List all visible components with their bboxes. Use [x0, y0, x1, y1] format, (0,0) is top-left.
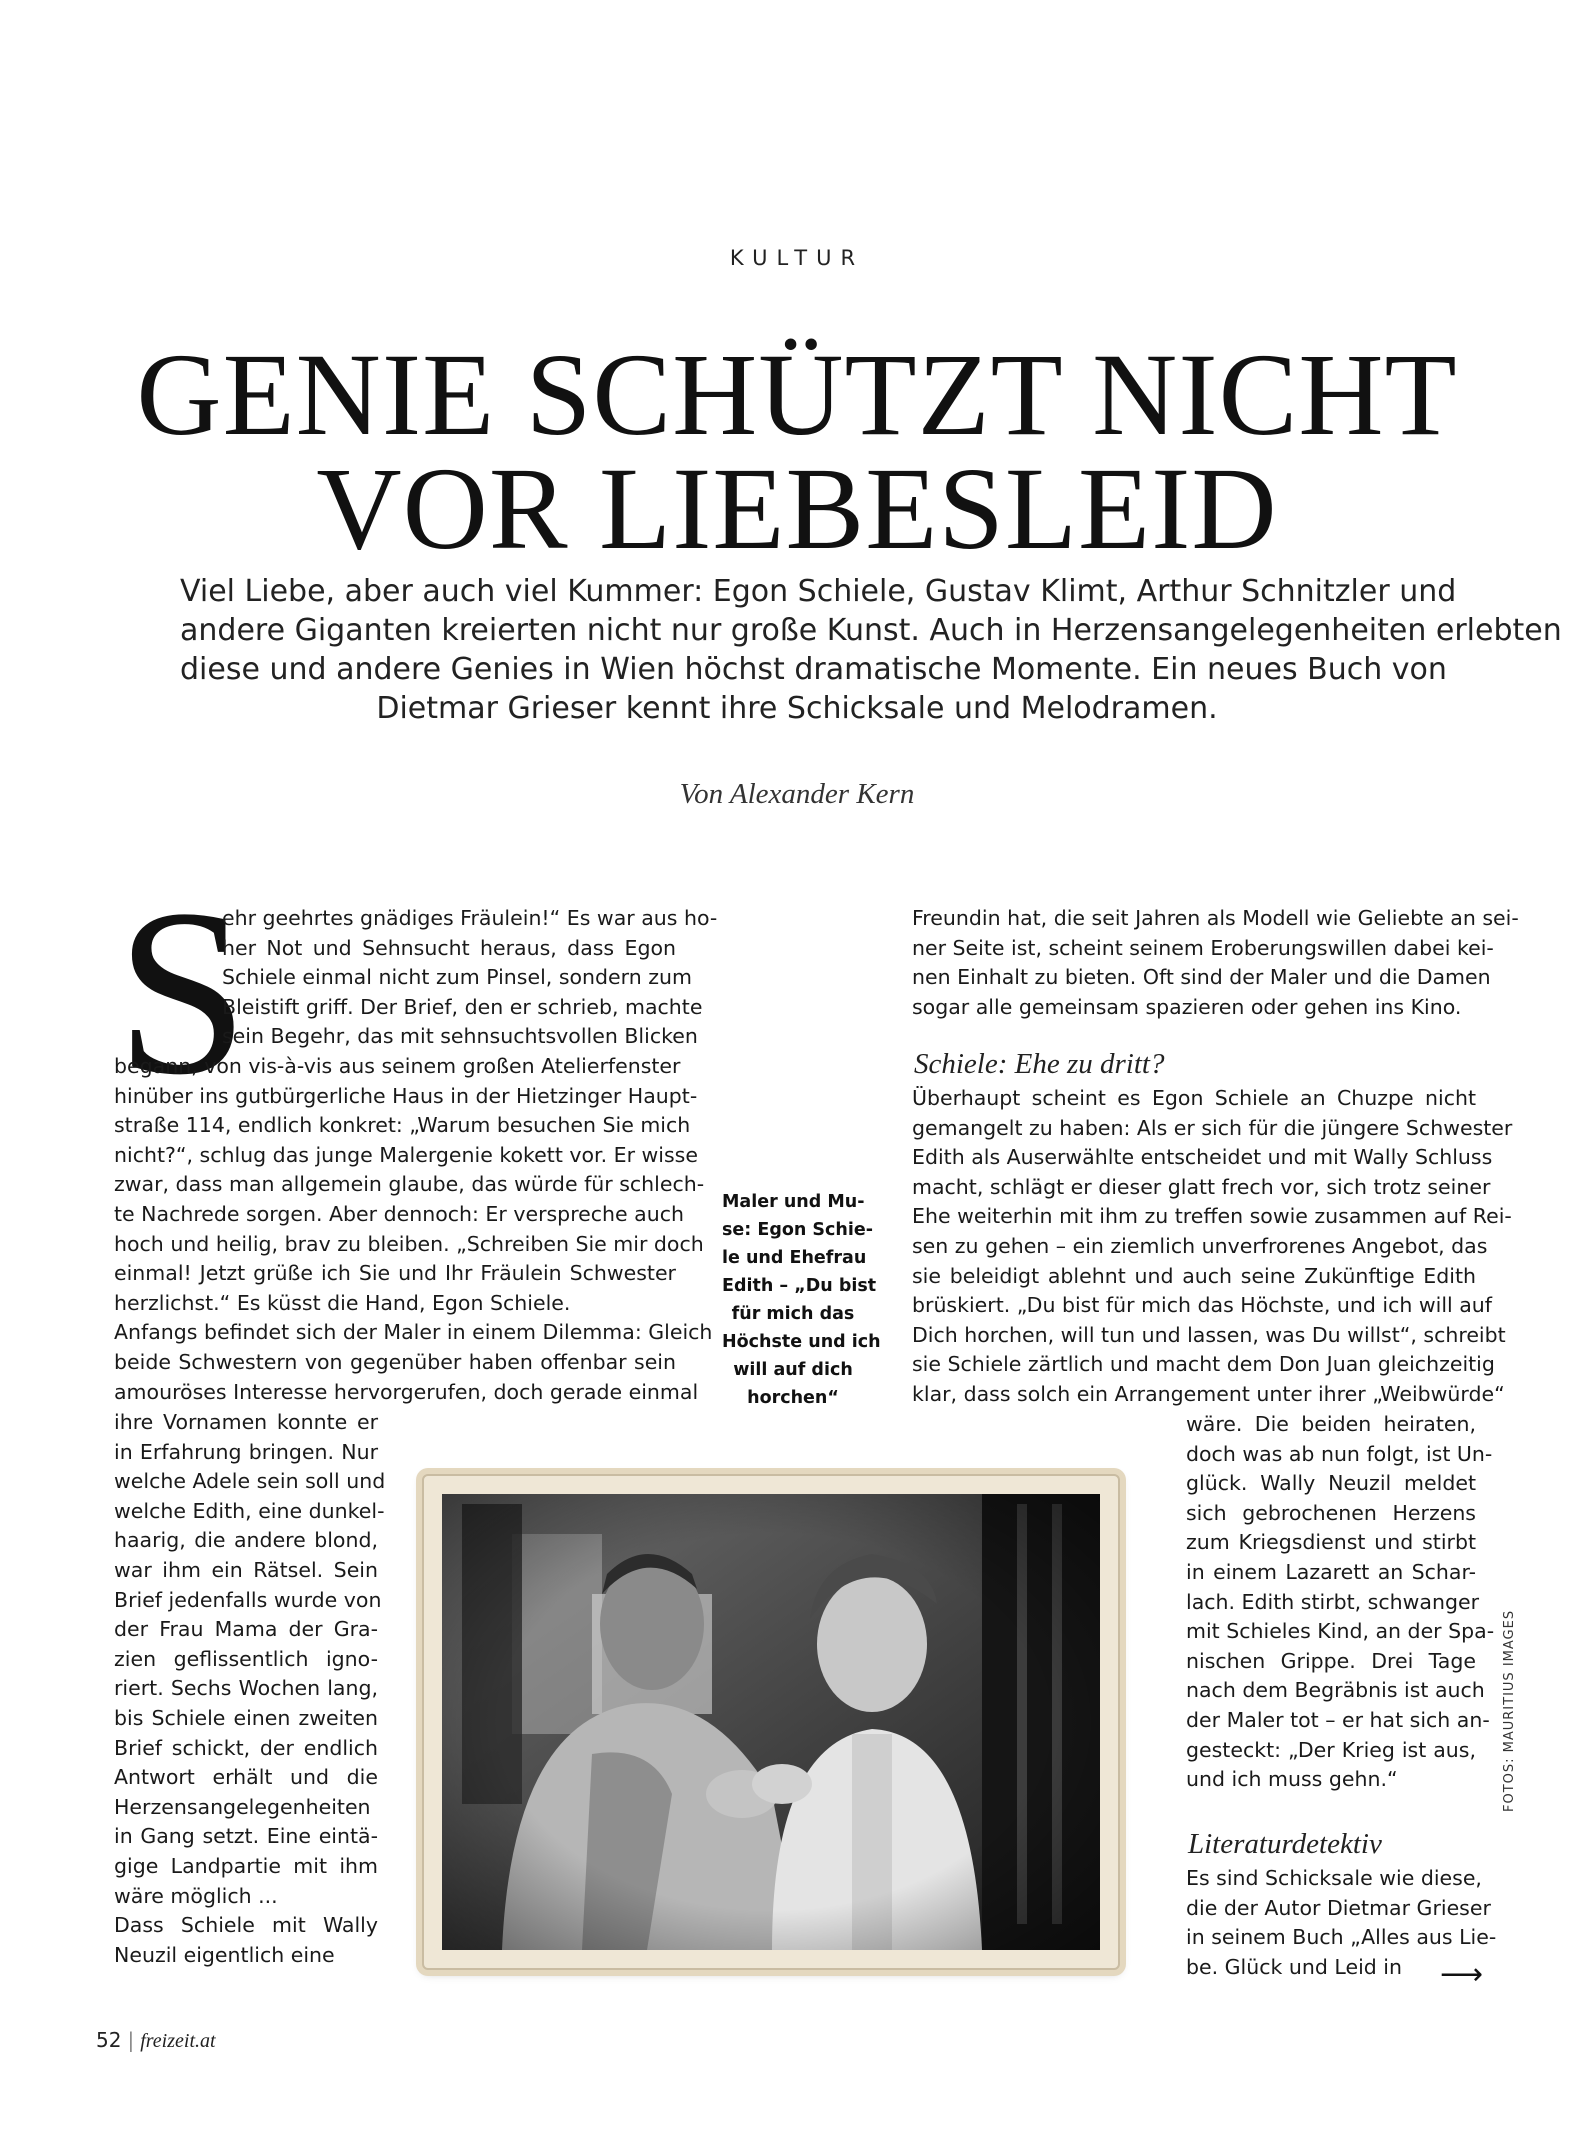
- text-line: nach dem Begräbnis ist auch: [1186, 1678, 1485, 1703]
- text-line: ehr geehrtes gnädiges Fräulein!“ Es war aus ho-: [222, 906, 718, 930]
- text-line: doch was ab nun folgt, ist Un-: [1186, 1441, 1493, 1466]
- text-line: glück. Wally Neuzil meldet: [1186, 1471, 1476, 1496]
- text-line: Herzensangelegenheiten: [114, 1794, 371, 1819]
- byline: Von Alexander Kern: [679, 778, 915, 810]
- text-line: Brief schickt, der endlich: [114, 1735, 378, 1760]
- text-line: Dich horchen, will tun und lassen, was Du willst“, schreibt: [912, 1322, 1506, 1347]
- headline: [0, 329, 1594, 574]
- text-line: herzlichst.“ Es küsst die Hand, Egon Schiele.: [114, 1290, 571, 1315]
- text-line: Antwort erhält und die: [114, 1765, 378, 1790]
- text-line: Neuzil eigentlich eine: [114, 1942, 335, 1967]
- vintage-photo: [422, 1474, 1120, 1970]
- photo-couple-image: [442, 1494, 1100, 1950]
- text-line: sie beleidigt ablehnt und auch seine Zukünftige Edith: [912, 1263, 1476, 1288]
- teaser-line: diese und andere Genies in Wien höchst dramatische Momente. Ein neues Buch von: [180, 652, 1447, 687]
- text-line: gige Landpartie mit ihm: [114, 1853, 378, 1878]
- text-line: klar, dass solch ein Arrangement unter ihrer „Weibwürde“: [912, 1381, 1505, 1406]
- text-line: ihre Vornamen konnte er: [114, 1410, 378, 1434]
- photo-caption: [722, 1188, 881, 1412]
- headline-line: GENIE SCHÜTZT NICHT: [136, 329, 1458, 460]
- column-2-middle: [912, 1084, 1513, 1410]
- caption-line: Edith – „Du bist: [722, 1276, 877, 1296]
- text-line: zwar, dass man allgemein glaube, das würde für schlech-: [114, 1172, 705, 1197]
- text-line: amouröses Interesse hervorgerufen, doch gerade einmal: [114, 1379, 699, 1404]
- text-line: nicht?“, schlug das junge Malergenie kokett vor. Er wisse: [114, 1142, 698, 1167]
- text-line: gemangelt zu haben: Als er sich für die jüngere Schwester: [912, 1115, 1513, 1140]
- text-line: sogar alle gemeinsam spazieren oder gehen ins Kino.: [912, 994, 1462, 1019]
- text-line: wäre. Die beiden heiraten,: [1186, 1412, 1476, 1436]
- text-line: Freundin hat, die seit Jahren als Modell wie Geliebte an sei-: [912, 906, 1519, 930]
- text-line: in einem Lazarett an Schar-: [1186, 1559, 1476, 1584]
- caption-line: für mich das: [731, 1304, 855, 1324]
- caption-line: Höchste und ich: [722, 1332, 881, 1352]
- teaser-line: Viel Liebe, aber auch viel Kummer: Egon Schiele, Gustav Klimt, Arthur Schnitzler und: [180, 574, 1457, 609]
- text-line: mit Schieles Kind, an der Spa-: [1186, 1619, 1495, 1644]
- text-line: te Nachrede sorgen. Aber dennoch: Er verspreche auch: [114, 1201, 684, 1226]
- text-line: brüskiert. „Du bist für mich das Höchste, und ich will auf: [912, 1293, 1493, 1318]
- text-line: hoch und heilig, brav zu bleiben. „Schreiben Sie mir doch: [114, 1231, 704, 1256]
- text-line: sich gebrochenen Herzens: [1186, 1500, 1476, 1525]
- column-1-narrow: [114, 1408, 386, 1970]
- text-line: Überhaupt scheint es Egon Schiele an Chuzpe nicht: [912, 1086, 1476, 1110]
- subhead-literaturdetektiv: Literaturdetektiv: [1188, 1828, 1382, 1860]
- drop-cap: S: [116, 861, 249, 1124]
- text-line: sein Begehr, das mit sehnsuchtsvollen Blicken: [222, 1024, 698, 1049]
- column-1-intro: [222, 904, 718, 1052]
- text-line: sen zu gehen – ein ziemlich unverfrorenes Angebot, das: [912, 1233, 1488, 1258]
- footer-site: freizeit.at: [140, 2030, 216, 2052]
- section-kicker: KULTUR: [729, 246, 865, 270]
- text-line: wäre möglich ...: [114, 1883, 278, 1908]
- text-line: straße 114, endlich konkret: „Warum besuchen Sie mich: [114, 1113, 691, 1138]
- text-line: zum Kriegsdienst und stirbt: [1186, 1530, 1476, 1555]
- caption-line: will auf dich: [733, 1360, 853, 1380]
- text-line: beide Schwestern von gegenüber haben offenbar sein: [114, 1349, 676, 1374]
- caption-line: le und Ehefrau: [722, 1248, 867, 1268]
- text-line: Dass Schiele mit Wally: [114, 1913, 378, 1938]
- column-2-top: [912, 904, 1519, 1022]
- subhead-schiele: Schiele: Ehe zu dritt?: [914, 1048, 1165, 1080]
- page-number: 52: [96, 2028, 122, 2052]
- text-line: Schiele einmal nicht zum Pinsel, sondern zum: [222, 965, 692, 990]
- text-line: hinüber ins gutbürgerliche Haus in der Hietzinger Haupt-: [114, 1083, 698, 1108]
- text-line: und ich muss gehn.“: [1186, 1767, 1398, 1792]
- teaser: [180, 572, 1562, 728]
- page-footer: [96, 2028, 216, 2053]
- text-line: Bleistift griff. Der Brief, den er schrieb, machte: [222, 994, 703, 1019]
- continue-arrow: ⟶: [1440, 1957, 1484, 1992]
- text-line: ner Seite ist, scheint seinem Eroberungswillen dabei kei-: [912, 935, 1494, 960]
- text-line: einmal! Jetzt grüße ich Sie und Ihr Fräulein Schwester: [114, 1261, 676, 1286]
- text-line: her Not und Sehnsucht heraus, dass Egon: [222, 935, 676, 960]
- teaser-line: andere Giganten kreierten nicht nur große Kunst. Auch in Herzensangelegenheiten erlebten: [180, 613, 1562, 648]
- text-line: zien geflissentlich igno-: [114, 1646, 378, 1671]
- caption-line: se: Egon Schie-: [722, 1220, 873, 1240]
- text-line: die der Autor Dietmar Grieser: [1186, 1895, 1491, 1920]
- text-line: in Erfahrung bringen. Nur: [114, 1439, 378, 1464]
- column-1-body: [114, 1052, 713, 1407]
- text-line: sie Schiele zärtlich und macht dem Don Juan gleichzeitig: [912, 1352, 1495, 1377]
- column-2-narrow: [1186, 1410, 1495, 1795]
- text-line: der Maler tot – er hat sich an-: [1186, 1707, 1490, 1732]
- text-line: welche Edith, eine dunkel-: [114, 1498, 385, 1523]
- photo-credit: FOTOS: MAURITIUS IMAGES: [1502, 1609, 1517, 1812]
- text-line: riert. Sechs Wochen lang,: [114, 1676, 378, 1701]
- text-line: begann, von vis-à-vis aus seinem großen Atelierfenster: [114, 1054, 681, 1078]
- text-line: welche Adele sein soll und: [114, 1469, 386, 1494]
- text-line: der Frau Mama der Gra-: [114, 1617, 378, 1642]
- text-line: in Gang setzt. Eine eintä-: [114, 1824, 378, 1849]
- text-line: bis Schiele einen zweiten: [114, 1705, 378, 1730]
- text-line: Anfangs befindet sich der Maler in einem Dilemma: Gleich: [114, 1320, 713, 1345]
- text-line: Es sind Schicksale wie diese,: [1186, 1866, 1482, 1890]
- text-line: haarig, die andere blond,: [114, 1528, 378, 1553]
- column-2-end: [1186, 1864, 1497, 1982]
- text-line: be. Glück und Leid in: [1186, 1954, 1402, 1979]
- text-line: gesteckt: „Der Krieg ist aus,: [1186, 1737, 1476, 1762]
- headline-line: VOR LIEBESLEID: [316, 443, 1278, 574]
- text-line: Ehe weiterhin mit ihm zu treffen sowie zusammen auf Rei-: [912, 1204, 1512, 1229]
- text-line: macht, schlägt er dieser glatt frech vor, sich trotz seiner: [912, 1174, 1491, 1199]
- text-line: in seinem Buch „Alles aus Lie-: [1186, 1925, 1497, 1950]
- caption-line: horchen“: [747, 1388, 839, 1408]
- text-line: nischen Grippe. Drei Tage: [1186, 1648, 1476, 1673]
- text-line: nen Einhalt zu bieten. Oft sind der Maler und die Damen: [912, 965, 1491, 990]
- caption-line: Maler und Mu-: [722, 1192, 865, 1212]
- text-line: Edith als Auserwählte entscheidet und mit Wally Schluss: [912, 1145, 1493, 1170]
- teaser-line: Dietmar Grieser kennt ihre Schicksale und Melodramen.: [376, 691, 1218, 726]
- text-line: lach. Edith stirbt, schwanger: [1186, 1589, 1480, 1614]
- text-line: war ihm ein Rätsel. Sein: [114, 1557, 378, 1582]
- text-line: Brief jedenfalls wurde von: [114, 1587, 382, 1612]
- footer-separator: |: [127, 2028, 135, 2052]
